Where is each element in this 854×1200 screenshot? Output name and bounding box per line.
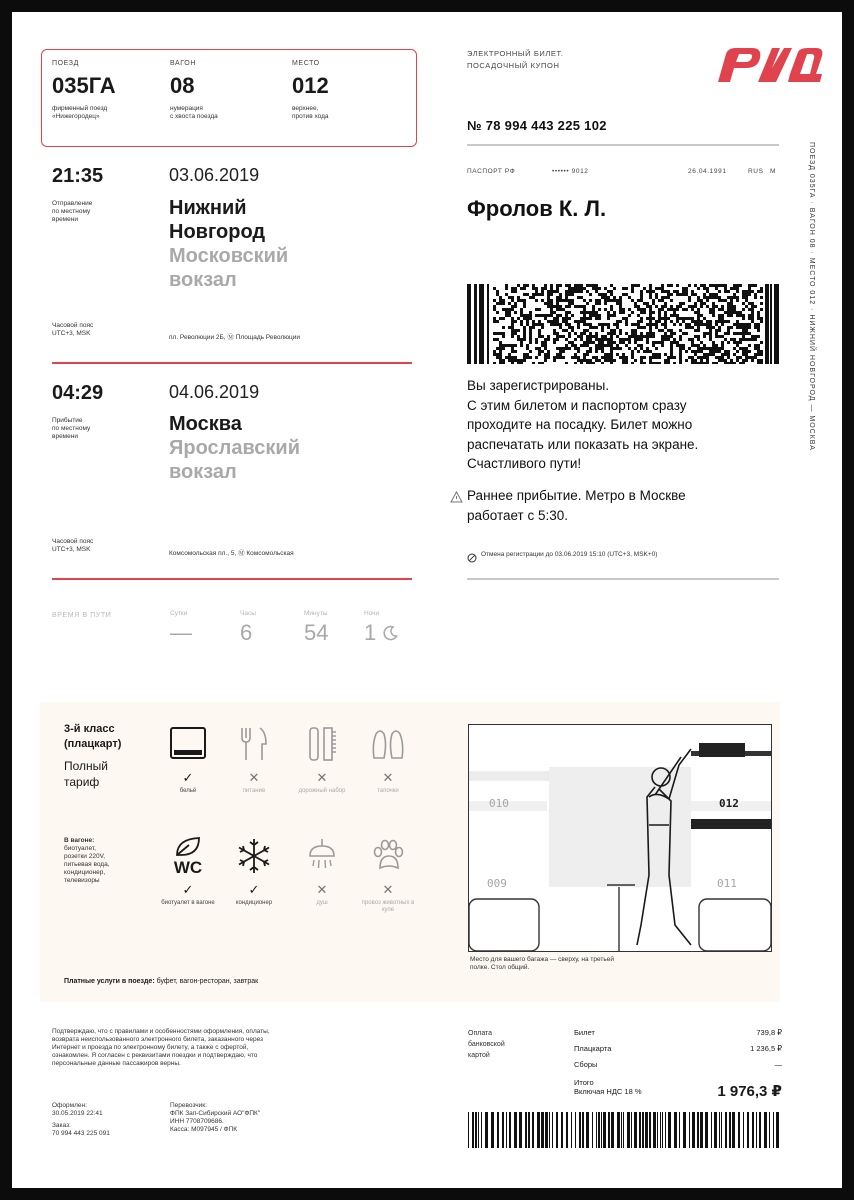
facility-caption: провоз животных в купе: [361, 900, 415, 913]
compartment-illustration: [468, 724, 772, 952]
barcode-bar: [472, 1112, 474, 1148]
class-info: [64, 722, 121, 790]
barcode-bar: [537, 1112, 540, 1148]
departure-timezone: [52, 322, 93, 338]
train-number: 035ГА: [52, 73, 116, 98]
hours-label: Часы: [240, 610, 256, 617]
barcode-bar: [519, 1112, 522, 1148]
barcode-bar: [603, 1112, 606, 1148]
carrier-info: [170, 1102, 260, 1134]
barcode-bar: [571, 1112, 572, 1148]
barcode-bar: [623, 1112, 624, 1148]
barcode-bar: [561, 1112, 563, 1148]
seat-sub-line: против хода: [292, 113, 329, 120]
departure-date: 03.06.2019: [169, 165, 260, 185]
in-car-title: В вагоне:: [64, 837, 95, 844]
facility-caption: кондиционер: [235, 900, 273, 906]
barcode-bar: [502, 1112, 504, 1148]
car-sub: [170, 105, 218, 121]
facility-caption: тапочки: [377, 788, 399, 794]
barcode-bar: [509, 1112, 511, 1148]
class-line: (плацкарт): [64, 738, 122, 750]
seat-sub-line: верхнее,: [292, 105, 319, 112]
reg-line: Вы зарегистрированы.: [467, 378, 610, 393]
rzd-logo: [712, 40, 828, 88]
legal-text: [52, 1028, 382, 1068]
barcode-bar: [764, 1112, 767, 1148]
reg-line: Счастливого пути!: [467, 456, 582, 471]
tariff-line: тариф: [64, 775, 100, 789]
in-car-line: телевизоры: [64, 877, 100, 884]
seat-label: МЕСТО: [292, 60, 320, 67]
luggage-line: Место для вашего багажа — сверху, на третьей: [470, 956, 615, 963]
in-car-line: биотуалет,: [64, 845, 96, 852]
price-ticket: [574, 1028, 782, 1037]
note-line: Отправление: [52, 200, 93, 207]
linen-icon: [160, 720, 216, 768]
train-info-box: [41, 49, 417, 147]
barcode-bar: [769, 1112, 770, 1148]
barcode-bar: [649, 1112, 651, 1148]
barcode-bar: [621, 1112, 622, 1148]
seat-011: 011: [717, 877, 737, 890]
passport-number: •••••• 9012: [552, 168, 589, 175]
departure-time: 21:35: [52, 165, 104, 187]
early-arrival-note: [467, 486, 686, 525]
facility-mark: ✕: [382, 770, 394, 785]
note-line: времени: [52, 433, 78, 440]
warning-icon: [450, 490, 463, 508]
train-column: [52, 60, 116, 121]
ticket-type-line: ЭЛЕКТРОННЫЙ БИЛЕТ.: [467, 49, 564, 58]
barcode-bar: [491, 1112, 494, 1148]
leaf-wc-icon: [160, 832, 216, 880]
car-label: ВАГОН: [170, 60, 197, 67]
barcode-bar: [738, 1112, 740, 1148]
barcode-bar: [700, 1112, 703, 1148]
departure-station: Московский: [169, 245, 289, 267]
side-strip: [808, 142, 822, 552]
barcode-bar: [617, 1112, 620, 1148]
passport-label: ПАСПОРТ РФ: [467, 168, 516, 175]
payment-line: банковской: [468, 1041, 505, 1048]
legal-line: ознакомлен. Я согласен с реквизитами поездки и подтверждаю, что: [52, 1052, 258, 1059]
departure-station: вокзал: [169, 269, 237, 291]
barcode-bar: [582, 1112, 584, 1148]
price-fees: [574, 1060, 782, 1069]
note-line: по местному: [52, 425, 91, 432]
hours-value: 6: [240, 620, 253, 645]
barcode-bar: [514, 1112, 517, 1148]
snowflake-icon: [226, 832, 282, 880]
barcode-bar: [598, 1112, 600, 1148]
arrival-station: вокзал: [169, 461, 237, 483]
barcode-bar: [579, 1112, 581, 1148]
shower-icon: [294, 832, 350, 880]
barcode-bar: [541, 1112, 544, 1148]
legal-line: Интернет и проезда по электронному билету, а также с офертой,: [52, 1044, 249, 1051]
departure-place: [169, 196, 288, 292]
paid-services: [64, 978, 258, 985]
order-label: Заказ:: [52, 1122, 71, 1129]
arrival-station: Ярославский: [169, 437, 301, 459]
departure-time-note: [52, 200, 92, 224]
paw-icon: [360, 832, 416, 880]
price-label: Билет: [574, 1028, 595, 1037]
barcode-bar: [689, 1112, 690, 1148]
departure-divider: [52, 362, 412, 364]
issued-value: 30.05.2019 22:41: [52, 1110, 103, 1117]
barcode-guard: [479, 284, 484, 364]
sex: М: [770, 168, 777, 175]
facility-mark: ✕: [382, 882, 394, 897]
facility-bio-toilet: [160, 832, 216, 907]
seat-sub: [292, 105, 329, 121]
arrival-timezone: [52, 538, 93, 554]
barcode-bar: [711, 1112, 712, 1148]
ticket-number: № 78 994 443 225 102: [467, 118, 607, 133]
barcode-bar: [475, 1112, 477, 1148]
facility-mark: ✓: [182, 770, 194, 785]
minutes-value: 54: [304, 620, 329, 645]
class-line: 3-й класс: [64, 723, 115, 735]
minutes-label: Минуты: [304, 610, 328, 617]
barcode-bar: [586, 1112, 589, 1148]
nights-value-wrap: [364, 620, 408, 647]
total-label: Итого: [574, 1078, 594, 1087]
reg-line: проходите на посадку. Билет можно: [467, 417, 693, 432]
barcode-bar: [756, 1112, 757, 1148]
barcode-bar: [668, 1112, 671, 1148]
registration-message: [467, 376, 698, 474]
train-label: ПОЕЗД: [52, 60, 79, 67]
facility-linen: [160, 720, 216, 795]
travel-hours: [240, 610, 280, 646]
price-label: Сборы: [574, 1060, 598, 1069]
seat-012: 012: [719, 797, 739, 810]
travel-nights: [364, 610, 408, 647]
barcode-bar: [705, 1112, 708, 1148]
barcode-bar: [532, 1112, 534, 1148]
barcode-bar: [752, 1112, 754, 1148]
departure-address: пл. Революции 2Б, Ⓜ Площадь Революции: [169, 334, 300, 341]
fork-knife-icon: [226, 720, 282, 768]
facility-caption: биотуалет в вагоне: [161, 900, 215, 906]
luggage-line: полке. Стол общий.: [470, 964, 530, 971]
barcode-bar: [732, 1112, 735, 1148]
barcode-bar: [721, 1112, 722, 1148]
carrier-line: ИНН 7708709686.: [170, 1118, 224, 1125]
in-car-line: кондиционер,: [64, 869, 106, 876]
barcode-bar: [729, 1112, 731, 1148]
barcode-bar: [631, 1112, 632, 1148]
barcode-bar: [697, 1112, 699, 1148]
facility-mark: ✕: [248, 770, 260, 785]
barcode-bar: [725, 1112, 727, 1148]
header-divider: [467, 144, 779, 146]
legal-line: персональные данные пассажиров верны.: [52, 1060, 181, 1067]
tz-line: Часовой пояс: [52, 322, 94, 329]
barcode-bar: [692, 1112, 695, 1148]
arrival-place: [169, 412, 300, 484]
moon-icon: [382, 621, 398, 647]
departure-city: Нижний: [169, 197, 247, 219]
barcode-guard: [774, 284, 779, 364]
barcode-guard: [487, 284, 489, 364]
train-sub-line: фирменный поезд: [52, 105, 108, 112]
carrier-line: Касса: М097945 / ФПК: [170, 1126, 238, 1133]
barcode-guard: [770, 284, 772, 364]
issued-label: Оформлен:: [52, 1102, 87, 1109]
travel-days: [170, 610, 210, 646]
barcode-bar: [747, 1112, 749, 1148]
barcode-bar: [639, 1112, 641, 1148]
barcode-guard: [467, 284, 471, 364]
facility-caption: бельё: [179, 788, 197, 794]
barcode-bar: [601, 1112, 602, 1148]
price-value: 1 236,5 ₽: [750, 1044, 782, 1053]
barcode-bar: [719, 1112, 720, 1148]
aztec-barcode: [467, 284, 779, 364]
barcode-bar: [596, 1112, 597, 1148]
total-vat-label: Включая НДС 18 %: [574, 1087, 642, 1096]
wc-text: WC: [173, 858, 203, 877]
barcode-bar: [608, 1112, 610, 1148]
passenger-divider: [467, 578, 779, 580]
note-line: по местному: [52, 208, 91, 215]
paid-services-title: Платные услуги в поезде:: [64, 978, 155, 985]
price-value: 739,8 ₽: [756, 1028, 782, 1037]
barcode-bar: [759, 1112, 761, 1148]
slippers-icon: [360, 720, 416, 768]
barcode-bar: [478, 1112, 479, 1148]
note-line: времени: [52, 216, 78, 223]
barcode-bar: [657, 1112, 658, 1148]
departure-city: Новгород: [169, 221, 266, 243]
ticket-type-line: ПОСАДОЧНЫЙ КУПОН: [467, 61, 560, 70]
in-car-line: розетки 220V,: [64, 853, 106, 860]
total-value: 1 976,3 ₽: [717, 1083, 782, 1100]
birth-date: 26.04.1991: [688, 168, 727, 175]
barcode-bar: [662, 1112, 663, 1148]
barcode-bar: [674, 1112, 677, 1148]
early-line: Раннее прибытие. Метро в Москве: [467, 488, 686, 503]
barcode-bar: [556, 1112, 558, 1148]
barcode-bar: [549, 1112, 550, 1148]
arrival-time-note: [52, 417, 90, 441]
car-sub-line: с хвоста поезда: [170, 113, 218, 120]
barcode-bar: [481, 1112, 482, 1148]
price-value: —: [774, 1060, 782, 1069]
facility-kit: [294, 720, 350, 795]
toothbrush-comb-icon: [294, 720, 350, 768]
order-value: 70 994 443 225 091: [52, 1130, 110, 1137]
tz-line: UTC+3, MSK: [52, 330, 91, 337]
side-strip-text: ПОЕЗД 035ГА · ВАГОН 08 · МЕСТО 012 · НИЖНИЙ НОВГОРОД — МОСКВА: [808, 142, 815, 451]
barcode-bar: [497, 1112, 499, 1148]
days-label: Сутки: [170, 610, 188, 617]
barcode-bar: [679, 1112, 680, 1148]
issued-info: [52, 1102, 110, 1138]
barcode-bar: [665, 1112, 666, 1148]
facility-caption: дорожный набор: [298, 788, 346, 794]
facility-caption: душ: [316, 900, 328, 906]
price-platz: [574, 1044, 782, 1053]
days-value: —: [170, 620, 192, 645]
tariff-line: Полный: [64, 759, 108, 773]
barcode-bar: [528, 1112, 530, 1148]
legal-line: возврата неиспользованного электронного билета, заказанного через: [52, 1036, 264, 1043]
barcode-bar: [566, 1112, 568, 1148]
facility-mark: ✓: [182, 882, 194, 897]
in-car-line: питьевая вода,: [64, 861, 110, 868]
payment-method: [468, 1028, 505, 1061]
reg-line: С этим билетом и паспортом сразу: [467, 397, 687, 413]
facility-mark: ✓: [248, 882, 260, 897]
barcode-bar: [683, 1112, 686, 1148]
price-label: Плацкарта: [574, 1044, 612, 1053]
price-total: [574, 1078, 782, 1100]
barcode-bar: [575, 1112, 576, 1148]
facility-conditioner: [226, 832, 282, 907]
barcode-bar: [653, 1112, 656, 1148]
barcode-guard: [765, 284, 769, 364]
barcode-bar: [545, 1112, 548, 1148]
note-line: Прибытие: [52, 417, 83, 424]
tz-line: UTC+3, MSK: [52, 546, 91, 553]
carrier-line: ФПК Зап-Сибирский АО"ФПК": [170, 1110, 261, 1117]
reg-line: распечатать или показать на экране.: [467, 436, 699, 452]
barcode-bar: [485, 1112, 488, 1148]
car-sub-line: нумерация: [170, 105, 203, 112]
travel-minutes: [304, 610, 348, 646]
linear-barcode: [468, 1112, 782, 1148]
barcode-bar: [634, 1112, 637, 1148]
arrival-city: Москва: [169, 413, 242, 435]
arrival-divider: [52, 578, 412, 580]
barcode-bar: [506, 1112, 507, 1148]
nights-value: 1: [364, 620, 377, 645]
facility-meals: [226, 720, 282, 795]
barcode-bar: [660, 1112, 661, 1148]
ticket-type: [467, 48, 564, 72]
citizenship: RUS: [748, 168, 764, 175]
facility-pets: [360, 832, 416, 914]
arrival-time: 04:29: [52, 382, 104, 404]
barcode-bar: [642, 1112, 644, 1148]
car-column: [170, 60, 218, 121]
train-sub: [52, 105, 116, 121]
cancel-registration-note: Отмена регистрации до 03.06.2019 15:10 (UTC+3, MSK+0): [481, 551, 658, 558]
barcode-bar: [552, 1112, 553, 1148]
seat-010: 010: [489, 797, 509, 810]
barcode-bar: [773, 1112, 774, 1148]
barcode-bar: [525, 1112, 527, 1148]
facility-mark: ✕: [316, 882, 328, 897]
ticket-sheet: [12, 12, 842, 1188]
seat-number: 012: [292, 73, 329, 98]
barcode-bar: [714, 1112, 717, 1148]
barcode-bar: [627, 1112, 630, 1148]
luggage-note: [470, 956, 614, 972]
seat-column: [292, 60, 329, 121]
facility-caption: питание: [242, 788, 266, 794]
in-car-info: [64, 837, 164, 885]
seat-009: 009: [487, 877, 507, 890]
facility-slippers: [360, 720, 416, 795]
barcode-guard: [474, 284, 477, 364]
train-sub-line: «Нижегородец»: [52, 113, 100, 120]
barcode-bar: [592, 1112, 593, 1148]
barcode-bar: [645, 1112, 648, 1148]
barcode-bar: [776, 1112, 779, 1148]
cancel-icon: [467, 550, 477, 568]
barcode-bar: [468, 1112, 469, 1148]
nights-label: Ночи: [364, 610, 380, 617]
paid-services-text: буфет, вагон-ресторан, завтрак: [154, 978, 259, 985]
payment-line: Оплата: [468, 1030, 493, 1037]
carrier-label: Перевозчик:: [170, 1102, 207, 1109]
facility-shower: [294, 832, 350, 907]
barcode-bar: [743, 1112, 744, 1148]
legal-line: Подтверждаю, что с правилами и особенностями оформления, оплаты,: [52, 1028, 270, 1035]
arrival-address: Комсомольская пл., 5, Ⓜ Комсомольская: [169, 550, 294, 557]
tz-line: Часовой пояс: [52, 538, 94, 545]
passenger-name: Фролов К. Л.: [467, 196, 607, 221]
facility-mark: ✕: [316, 770, 328, 785]
barcode-bar: [611, 1112, 614, 1148]
travel-time-label: ВРЕМЯ В ПУТИ: [52, 612, 112, 619]
payment-line: картой: [468, 1052, 490, 1059]
car-number: 08: [170, 73, 195, 98]
early-line: работает с 5:30.: [467, 507, 569, 523]
arrival-date: 04.06.2019: [169, 382, 260, 402]
